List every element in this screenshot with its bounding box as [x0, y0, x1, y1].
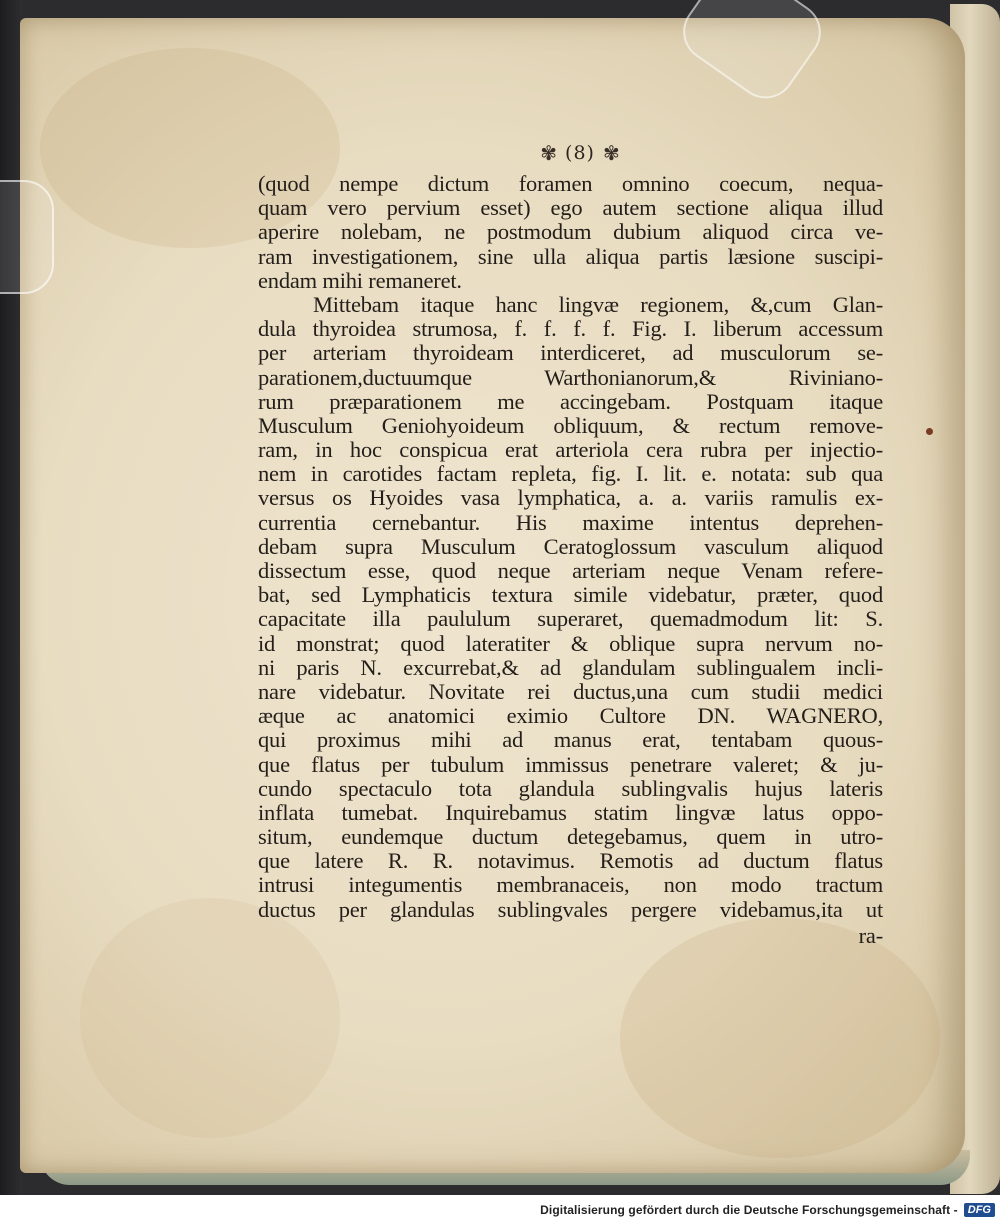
text-line: ram investigationem, sine ulla aliqua partis læsione suscipi- [258, 243, 883, 269]
paper-stain [620, 918, 940, 1158]
text-line: rum præparationem me accingebam. Postquam itaque [258, 388, 883, 414]
text-line: capacitate illa paululum superaret, quemadmodum lit: S. [258, 606, 883, 632]
text-line: id monstrat; quod lateratiter & oblique supra nervum no- [258, 630, 883, 656]
text-line: parationem,ductuumque Warthonianorum,& Riviniano- [258, 364, 883, 390]
text-line: nem in carotides factam repleta, fig. I. lit. e. notata: sub qua [258, 461, 883, 487]
text-line: versus os Hyoides vasa lymphatica, a. a. variis ramulis ex- [258, 485, 883, 511]
ornament-left-icon: ✾ [540, 141, 558, 165]
text-line: intrusi integumentis membranaceis, non modo tractum [258, 872, 883, 898]
ink-blot [926, 428, 933, 435]
text-line: ni paris N. excurrebat,& ad glandulam sublingualem incli- [258, 654, 883, 680]
text-line: Musculum Geniohyoideum obliquum, & rectum remove- [258, 412, 883, 438]
text-line: bat, sed Lymphaticis textura simile videbatur, præter, quod [258, 582, 883, 608]
text-line: inflata tumebat. Inquirebamus statim lingvæ latus oppo- [258, 799, 883, 825]
text-line: dissectum esse, quod neque arteriam neque Venam refere- [258, 558, 883, 583]
catchword: ra- [858, 922, 883, 948]
ornament-right-icon: ✾ [602, 141, 620, 165]
dfg-logo: DFG [964, 1203, 995, 1217]
text-line: dula thyroidea strumosa, f. f. f. f. Fig. I. liberum accessum [258, 316, 883, 342]
text-line: currentia cernebantur. His maxime intentus deprehen- [258, 509, 883, 535]
page-number: (8) [565, 142, 595, 164]
text-line: debam supra Musculum Ceratoglossum vasculum aliquod [258, 533, 883, 559]
text-line: situm, eundemque ductum detegebamus, quem in utro- [258, 824, 883, 850]
text-line: endam mihi remaneret. [258, 267, 462, 293]
page-clip-left [0, 180, 54, 294]
footer-credit-text: Digitalisierung gefördert durch die Deutsche Forschungsgemeinschaft - [540, 1203, 958, 1217]
text-line: ductus per glandulas sublingvales pergere videbamus,ita ut [258, 896, 883, 922]
text-line: Mittebam itaque hanc lingvæ regionem, &,cum Glan- [313, 291, 883, 317]
body-text [258, 172, 883, 948]
text-line: que latere R. R. notavimus. Remotis ad ductum flatus [258, 848, 883, 874]
page-header [500, 138, 660, 168]
text-line: que flatus per tubulum immissus penetrare valeret; & ju- [258, 751, 883, 777]
text-line: quam vero pervium esset) ego autem sectione aliqua illud [258, 195, 883, 221]
text-line: qui proximus mihi ad manus erat, tentabam quous- [258, 727, 883, 753]
text-line: per arteriam thyroideam interdiceret, ad musculorum se- [258, 340, 883, 366]
digitization-footer [0, 1198, 995, 1222]
text-line: æque ac anatomici eximio Cultore DN. WAGNERO, [258, 703, 883, 729]
text-line: nare videbatur. Novitate rei ductus,una cum studii medici [258, 678, 883, 704]
text-line: (quod nempe dictum foramen omnino coecum, nequa- [258, 171, 883, 196]
text-line: ram, in hoc conspicua erat arteriola cera rubra per injectio- [258, 437, 883, 463]
text-line: cundo spectaculo tota glandula sublingvalis hujus lateris [258, 775, 883, 801]
text-line: aperire nolebam, ne postmodum dubium aliquod circa ve- [258, 219, 883, 245]
